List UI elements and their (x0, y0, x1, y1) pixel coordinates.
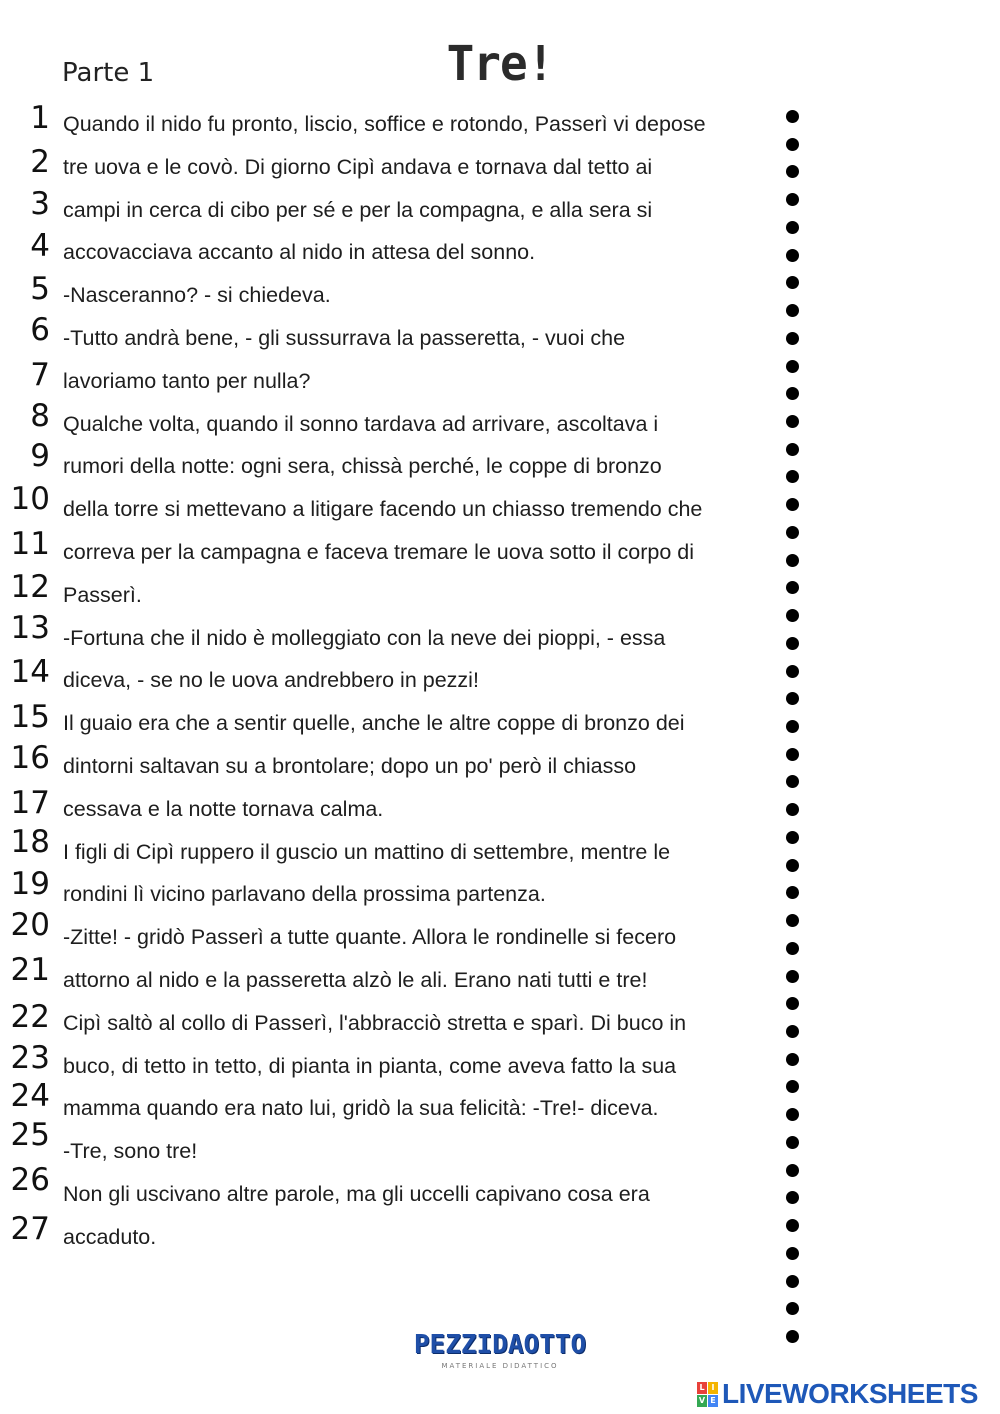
bullet-dot (786, 1330, 799, 1343)
bullet-dot (786, 276, 799, 289)
text-line: rumori della notte: ogni sera, chissà perché, le coppe di bronzo (63, 454, 662, 479)
bullet-dot (786, 748, 799, 761)
badge-letter: V (698, 1395, 706, 1405)
text-line: -Fortuna che il nido è molleggiato con la neve dei pioppi, - essa (63, 625, 666, 650)
text-line: Qualche volta, quando il sonno tardava ad arrivare, ascoltava i (63, 411, 659, 436)
bullet-dot (786, 914, 799, 927)
line-number: 15 (10, 699, 50, 736)
logo-main-text: PEZZIDAOTTO (413, 1330, 587, 1360)
line-number: 7 (30, 356, 50, 393)
text-line: mamma quando era nato lui, gridò la sua felicità: -Tre!- diceva. (63, 1096, 659, 1121)
line-number: 26 (10, 1162, 50, 1198)
bullet-dot (786, 970, 799, 983)
bullet-dot (786, 720, 799, 733)
text-line: I figli di Cipì ruppero il guscio un mattino di settembre, mentre le (63, 839, 671, 864)
text-line: cessava e la notte tornava calma. (63, 796, 384, 821)
bullet-dot (786, 165, 799, 178)
text-line: accovacciava accanto al nido in attesa del sonno. (63, 240, 536, 265)
bullet-dot (786, 526, 799, 539)
line-number: 10 (10, 481, 50, 518)
text-line: -Tre, sono tre! (63, 1139, 198, 1164)
liveworksheets-badge-icon (697, 1382, 718, 1407)
bullet-dot (786, 1053, 799, 1066)
text-line: accaduto. (63, 1224, 157, 1249)
bullet-dot (786, 1302, 799, 1315)
line-number: 20 (10, 907, 50, 944)
text-line: Il guaio era che a sentir quelle, anche le altre coppe di bronzo dei (63, 711, 685, 736)
bullet-dot (786, 1136, 799, 1149)
bullet-dot (786, 859, 799, 872)
line-number: 19 (10, 866, 50, 903)
line-number: 5 (30, 271, 50, 308)
bullet-dot (786, 138, 799, 151)
bullet-dot (786, 692, 799, 705)
line-number: 16 (10, 740, 50, 776)
bullet-dot (786, 637, 799, 650)
text-line: -Nasceranno? - si chiedeva. (63, 283, 331, 308)
text-line: correva per la campagna e faceva tremare le uova sotto il corpo di (63, 540, 694, 564)
bullet-dot (786, 415, 799, 428)
text-line: buco, di tetto in tetto, di pianta in pianta, come aveva fatto la sua (63, 1053, 677, 1078)
logo-sub-text: MATERIALE DIDATTICO (441, 1362, 559, 1370)
bullet-dot (786, 1191, 799, 1204)
page-title: Tre! (446, 34, 554, 92)
line-number: 21 (10, 952, 50, 988)
text-line: Cipì saltò al collo di Passerì, l'abbracciò stretta e sparì. Di buco in (63, 1010, 687, 1035)
line-number: 25 (10, 1117, 50, 1154)
bullet-dot (786, 360, 799, 373)
text-line: Non gli uscivano altre parole, ma gli uccelli capivano cosa era (63, 1182, 650, 1206)
bullet-dot (786, 443, 799, 456)
bullet-dot (786, 470, 799, 483)
line-number: 17 (10, 784, 50, 821)
text-line: della torre si mettevano a litigare facendo un chiasso tremendo che (63, 497, 703, 522)
line-number: 22 (10, 998, 50, 1035)
line-number: 3 (30, 185, 50, 222)
line-number: 9 (30, 438, 50, 475)
line-number: 1 (30, 100, 50, 136)
line-number: 12 (10, 568, 50, 605)
line-number: 4 (30, 228, 50, 265)
bullet-dot (786, 1275, 799, 1288)
bullet-dot (786, 803, 799, 816)
line-number: 14 (10, 654, 50, 691)
line-number: 27 (10, 1210, 50, 1247)
line-number: 6 (30, 312, 50, 348)
badge-letter: L (697, 1382, 707, 1394)
badge-letter: I (708, 1382, 718, 1394)
bullet-dot (786, 1247, 799, 1260)
bullet-dot (786, 581, 799, 594)
badge-letter: E (708, 1395, 718, 1407)
bullet-dot (786, 249, 799, 262)
text-line: Quando il nido fu pronto, liscio, soffice e rotondo, Passerì vi depose (63, 112, 706, 136)
bullet-dot (786, 332, 799, 345)
line-number: 11 (10, 526, 50, 562)
bullet-dot (786, 831, 799, 844)
text-line: diceva, - se no le uova andrebbero in pezzi! (63, 668, 479, 693)
pezzidaotto-logo (400, 1330, 600, 1370)
liveworksheets-text: LIVEWORKSHEETS (722, 1378, 978, 1409)
bullet-dot (786, 775, 799, 788)
bullet-dot (786, 1025, 799, 1038)
text-line: campi in cerca di cibo per sé e per la compagna, e alla sera si (63, 197, 653, 222)
line-number: 13 (10, 609, 50, 646)
line-number: 24 (10, 1078, 50, 1115)
line-number: 18 (10, 823, 50, 860)
text-line: -Tutto andrà bene, - gli sussurrava la passeretta, - vuoi che (63, 326, 626, 350)
line-number: 8 (30, 397, 50, 434)
bullet-dot (786, 1164, 799, 1177)
text-line: attorno al nido e la passeretta alzò le ali. Erano nati tutti e tre! (63, 968, 648, 992)
part-label: Parte 1 (62, 58, 155, 88)
bullet-dot (786, 221, 799, 234)
bullet-dot (786, 1219, 799, 1232)
bullet-dot (786, 997, 799, 1010)
bullet-dot (786, 110, 799, 123)
bullet-dot (786, 609, 799, 622)
bullet-dot (786, 886, 799, 899)
bullet-dot (786, 498, 799, 511)
text-line: Passerì. (63, 582, 142, 607)
bullet-dot (786, 554, 799, 567)
line-number: 2 (30, 143, 50, 180)
bullet-dot (786, 1108, 799, 1121)
text-line: rondini lì vicino parlavano della prossima partenza. (63, 882, 546, 907)
bullet-dot (786, 193, 799, 206)
bullet-dot (786, 665, 799, 678)
bullet-dot (786, 1080, 799, 1093)
text-line: tre uova e le covò. Di giorno Cipì andava e tornava dal tetto ai (63, 154, 653, 179)
bullet-dot (786, 387, 799, 400)
line-number: 23 (10, 1039, 50, 1076)
text-line: dintorni saltavan su a brontolare; dopo un po' però il chiasso (63, 754, 637, 778)
text-line: -Zitte! - gridò Passerì a tutte quante. Allora le rondinelle si fecero (63, 925, 677, 950)
bullet-dot (786, 304, 799, 317)
liveworksheets-brand (697, 1378, 978, 1410)
text-line: lavoriamo tanto per nulla? (63, 368, 311, 393)
dot-column (786, 110, 800, 1340)
bullet-dot (786, 942, 799, 955)
